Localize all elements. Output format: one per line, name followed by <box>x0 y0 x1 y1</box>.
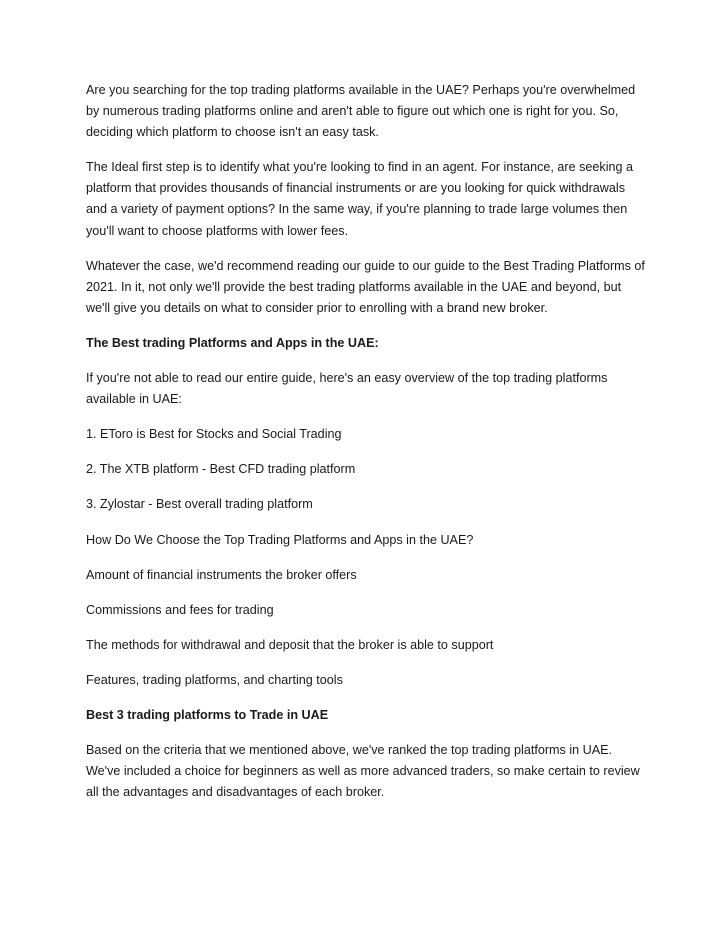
criteria-payment-methods: The methods for withdrawal and deposit that the broker is able to support <box>86 637 494 652</box>
ranking-paragraph: Based on the criteria that we mentioned above, we've ranked the top trading platforms in UAE. We've included a choice for beginners as well as more advanced traders, so make certain to review all the advantages and disadvantages of each broker. <box>86 743 640 800</box>
best-3-heading: Best 3 trading platforms to Trade in UAE <box>86 707 329 722</box>
overview-paragraph: If you're not able to read our entire guide, here's an easy overview of the top trading platforms available in UAE: <box>86 371 608 407</box>
guide-recommendation-paragraph: Whatever the case, we'd recommend reading our guide to our guide to the Best Trading Platforms of 2021. In it, not only we'll provide the best trading platforms available in the UAE and beyond, but we'll give you details on what to consider prior to enrolling with a brand new broker. <box>86 258 645 315</box>
list-item-etoro: 1. EToro is Best for Stocks and Social Trading <box>86 427 342 442</box>
first-step-paragraph: The Ideal first step is to identify what you're looking to find in an agent. For instance, are seeking a platform that provides thousands of financial instruments or are you looking for quick withdrawals and a variety of payment options? In the same way, if you're planning to trade large volumes then you'll want to choose platforms with lower fees. <box>86 160 634 238</box>
how-we-choose-line: How Do We Choose the Top Trading Platforms and Apps in the UAE? <box>86 532 474 547</box>
criteria-features: Features, trading platforms, and charting tools <box>86 672 343 687</box>
document-page <box>86 80 646 817</box>
intro-paragraph: Are you searching for the top trading platforms available in the UAE? Perhaps you're overwhelmed by numerous trading platforms online and aren't able to figure out which one is right for you. So, deciding which platform to choose isn't an easy task. <box>86 83 636 140</box>
criteria-fees: Commissions and fees for trading <box>86 602 274 617</box>
list-item-xtb: 2. The XTB platform - Best CFD trading platform <box>86 462 356 477</box>
best-platforms-heading: The Best trading Platforms and Apps in the UAE: <box>86 335 379 350</box>
criteria-instruments: Amount of financial instruments the broker offers <box>86 567 357 582</box>
list-item-zylostar: 3. Zylostar - Best overall trading platform <box>86 497 313 512</box>
